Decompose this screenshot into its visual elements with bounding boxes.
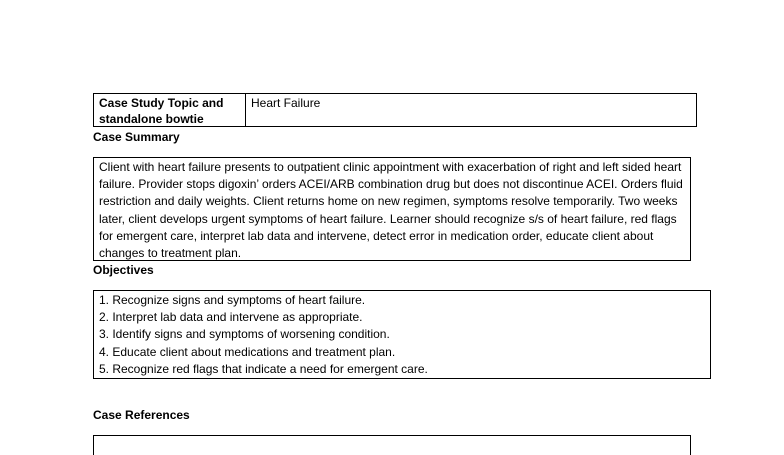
objective-item: 1. Recognize signs and symptoms of heart failure.	[99, 293, 366, 307]
case-references-box	[93, 435, 691, 455]
case-summary-heading: Case Summary	[93, 130, 180, 144]
case-references-heading: Case References	[93, 408, 190, 422]
objective-item: 2. Interpret lab data and intervene as appropriate.	[99, 310, 363, 325]
objective-item: 4. Educate client about medications and treatment plan.	[99, 344, 396, 359]
case-summary-box	[93, 157, 691, 261]
topic-table	[93, 93, 697, 127]
objectives-heading: Objectives	[93, 263, 154, 277]
case-summary-text: Client with heart failure presents to outpatient clinic appointment with exacerbation of right and left sided heart failure. Provider stops digoxin’ orders ACEI/ARB combination drug but does not discontinue ACEI. Orders fluid restriction and daily weights. Client returns home on new regimen, symptoms resolve temporarily. Two weeks later, client develops urgent symptoms of heart failure. Learner should recognize s/s of heart failure, red flags for emergent care, interpret lab data and intervene, detect error in medication order, educate client about changes to treatment plan.	[99, 160, 683, 261]
objective-item: 3. Identify signs and symptoms of worsening condition.	[99, 327, 390, 342]
topic-value: Heart Failure	[251, 96, 321, 110]
objectives-box	[93, 290, 711, 379]
topic-label: Case Study Topic and standalone bowtie	[94, 94, 246, 126]
objective-item: 5. Recognize red flags that indicate a need for emergent care.	[99, 361, 428, 376]
